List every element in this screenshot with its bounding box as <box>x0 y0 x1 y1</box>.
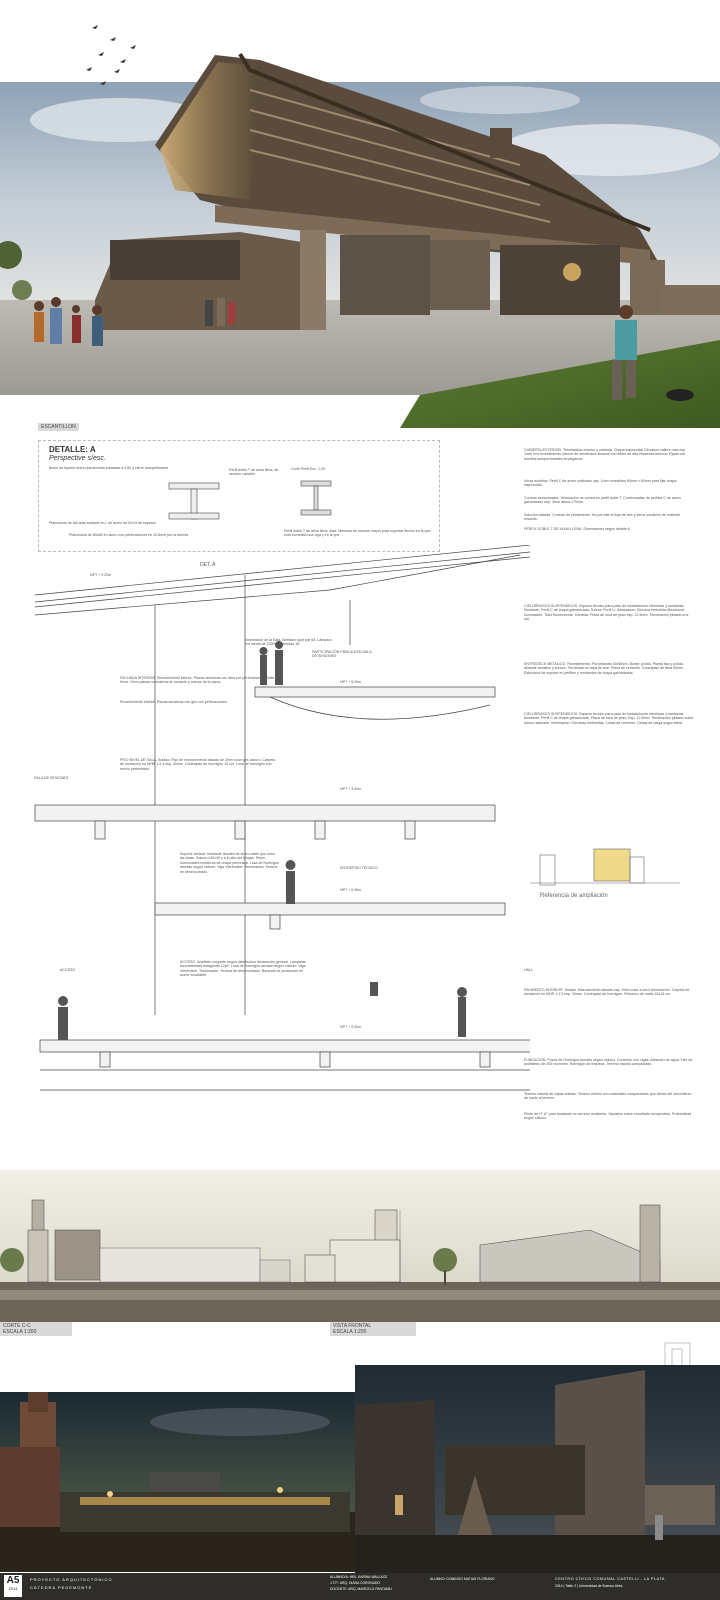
taller-label: 2014 | Taller 2 | Universidad de Buenos Aires <box>555 1584 623 1588</box>
note-perfil-doble: PERFIL DOBLE T DE ALMA LLENA. Dimensiones según detalle A. <box>524 527 631 531</box>
note-solucion: Solución aislada. Correas de cerramiento. No permite el flujo de aire y tierra condición de material resuelto. <box>524 513 680 522</box>
night-render-left-image <box>0 1392 355 1572</box>
night-render-right <box>355 1365 720 1575</box>
npt-ground: NPT + 0.00m <box>340 1025 362 1029</box>
hero-render <box>0 0 720 440</box>
note-piso-sala: PISO NIVEL DE SALA. Solado: Piso de microcemento alisado de 2mm color gris oscuro. Carpeta de nivelación en MHR 1:3 3 esp. 30mm. Contrapiso de hormigón 10 cm. Losa de hormigón con nervio pretensado. <box>120 758 276 771</box>
detail-a-title: DETALLE: A <box>49 445 96 454</box>
note-soporte: Soporte vertical: mediante tirantes de acero cable que unen las losas. Solera c/30x40 y a lo alto del bloque. Peine horizontales metálicos de chapa perforada. Losa de Hormigón armado según cálculo. Viga Vierendeel. Terminación: Textura de desencofrado. <box>180 852 280 874</box>
note-cielorrasos-2: CIELORRASOS SUSPENDIDOS. Espacio técnico para paso de instalaciones eléctricas y sanitarias. Montante: Perfil C de chapa galvanizada. Placa de roca de yeso. Esp. 12,5mm. Terminación pintado sobre blanco satinado. Iluminación: Dicroicas embutidas. Losas de cemento. Cintas de carga según tabla. <box>524 712 694 725</box>
note-pilote: Pilote de H° A° para fundación en terreno resistente. Vaciados sobre encofrado recuperable. Profundidad según cálculo. <box>524 1112 692 1121</box>
alumno-line-4: ALUMNO: DOMINGO MATIAS FLORIANO <box>430 1577 495 1581</box>
sheet-number: A5 <box>6 1575 20 1586</box>
npt-upper: NPT + 5.00m <box>340 680 362 684</box>
npt-roof: NPT + 9.20m <box>90 573 112 577</box>
det-a-label: DET. A <box>200 562 216 568</box>
vista-frontal-label: VISTA FRONTAL <box>333 1323 372 1329</box>
corte-cc-scale: ESCALA 1:200 <box>3 1329 37 1335</box>
note-cielorrasos: CIELORRASOS SUSPENDIDOS. Espacio técnico para paso de instalaciones eléctricas y sanitarias. Montante: Perfil C de chapa galvanizada. Solera: Perfil U. Iluminación: Dicroica embutida direccional. Iluminación: Tubo fluorescente. Cenefas: Placa de roca de yeso esp. 12,5mm. Terminación pintado a la cal. <box>524 604 689 621</box>
section-drawing <box>30 545 530 1110</box>
alumno-line-2: J.T.P.: ARQ. DIANA CORONADO <box>330 1581 381 1585</box>
note-entredeck: ENTREDECK METALICO. Revestimiento: Porcellanato 60x60cm. Borde: pulido. Planta lisa y pulida. Aislante acústico y sonoro. Terminado en sala de aire. Placa de cemento. Contrapiso de fibra 60mm. Estructura de soporte en perfiles y montantes de chapa galvanizada. <box>524 662 685 675</box>
detail-text-1: Bulón de fijación entre planchuelas soldadas a 0,50 y cierre autoperforante <box>49 466 169 470</box>
escantillon-tag: ESCANTILLON <box>38 423 79 431</box>
detail-text-2: Perfil doble T de alma llena, de sección variable <box>229 468 279 477</box>
npt-mid: NPT + 3.50m <box>340 787 362 791</box>
iluminacion-label: Iluminación de la Sala. Artefacto spot par 64. Lámpara led media de 1000W. Cantidad 16. <box>245 638 332 647</box>
note-pavimento: PAVIMENTO INTERIOR. Solado: Microcemento alisado esp. 2mm color a seco terminación. Carpeta de nivelación en MHR 1:1:3 esp. 30mm. Contrapiso de hormigón. Refuerzo de malla 15x15 cm. <box>524 988 690 997</box>
sala-label: SALA DE SESIONES <box>34 776 69 780</box>
vista-frontal-tag <box>330 1322 416 1336</box>
note-terreno: Terreno natural de capas sólidas. Terreno relleno con materiales compactados que deriva del movimiento de suelo al terreno. <box>524 1092 692 1101</box>
hall-label: HALL <box>524 968 533 972</box>
corte-perfil-text: Perfil doble T de alma llena. Alas: Ménsula de sección mayor para soportar flexión en la que está sometida una viga y en la que ... <box>284 529 431 538</box>
proyecto-label: PROYECTO ARQUITECTÓNICO <box>30 1577 113 1582</box>
participacion-label: PARTICIPACIÓN PÚBLICA EN SALA DE SESIONES <box>312 650 372 659</box>
acceso-label: ACCESO <box>60 968 76 972</box>
alumno-line-1: ALUMNO/A: HEIL KARINA WALLACE <box>330 1575 388 1579</box>
detail-a-box <box>38 440 440 552</box>
i-beam-section <box>297 479 337 519</box>
corte-cc-tag <box>0 1322 72 1336</box>
detail-a-subtitle: Perspective s/esc. <box>49 455 106 462</box>
reference-title: Referencia de ampliación <box>540 893 608 899</box>
footer-bar <box>0 1573 720 1600</box>
note-fundacion: FUNDACIÓN. Pozos de Hormigón armado según cálculo. Conexión con vigas. Aislación de agua: Film de polietileno de 200 micrones. Hormigón de limpieza. Terreno natural compactado. <box>524 1058 693 1067</box>
note-correas: Correas estructurales. Vinculación de correa en perfil doble T. Conformadas de perfiles C de acero galvanizado esp. 3mm altura 170mm. <box>524 496 681 505</box>
night-render-right-image <box>355 1365 720 1575</box>
note-viruta: Viruta acústica. Perfil C de acero realizado cap. 1mm revestidos 60mm x 60mm para fijar chapa trapezoidal. <box>524 479 677 488</box>
catedra-label: CÁTEDRA PEDEMONTE <box>30 1585 93 1590</box>
note-revestimiento: Revestimiento interior: Placas acústicas con gris con perforaciones. <box>120 700 228 704</box>
note-acceso: ACCESO. Artefacto colgante según distribución iluminación general. Lámparas bicombinadas halógenas 12pV. Losa de Hormigón armado según cálculo. Viga Vierendeel. Terminación: Textura de desencofrado. Baranda de protección en acero inoxidable. <box>180 960 306 978</box>
entrepiso-label: ENTREPISO TÉCNICO <box>340 866 378 870</box>
hero-render-image <box>0 0 720 440</box>
vista-frontal-scale: ESCALA 1:200 <box>333 1329 367 1335</box>
elevation-band <box>0 1170 720 1340</box>
detail-text-3: Planchuela de fall-adar soldada en L de acero de 5x1/4 de espesor <box>49 521 156 525</box>
a5-badge <box>4 1575 22 1597</box>
detail-a-drawing <box>159 473 239 523</box>
alumno-line-3: DOCENTE: ARQ. MARCELO PANTANILI <box>330 1587 393 1591</box>
npt-entrepiso: NPT + 0.00m <box>340 888 362 892</box>
corte-cc-label: CORTE C-C <box>3 1323 31 1329</box>
night-render-left <box>0 1392 355 1572</box>
note-fachada: FACHADA INTERIOR. Revestimiento interior: Placas acústicas con fibra por perforaciones. Bafle 5mm. Omni placas normativas al contacto y cuerpo de la placa. <box>120 676 275 685</box>
sheet-year: 2014 <box>8 1586 18 1591</box>
note-cubierta: CUBIERTA EXTERIOR. Terminación exterior y cubierta. Chapa trapezoidal Cincalum calibre max esp 1mm con revestimiento interior de membrana aislante con fieltro de alta eficiencia térmica. Fijada con tornillos autoperforantes fenoligáicos <box>524 448 686 461</box>
detail-text-4: Planchuela de 80x80 en acero con perforaciones en 20,8mm por la tuberia <box>69 533 189 537</box>
centro-label: CENTRO CÍVICO COMUNAL CASTELLI - LA PLATA <box>555 1577 665 1581</box>
reference-thumbnail <box>530 845 680 895</box>
elevation-drawing <box>0 1170 720 1340</box>
corte-perfil-title: Corte Perfil Esc. 1:25 <box>291 467 325 471</box>
